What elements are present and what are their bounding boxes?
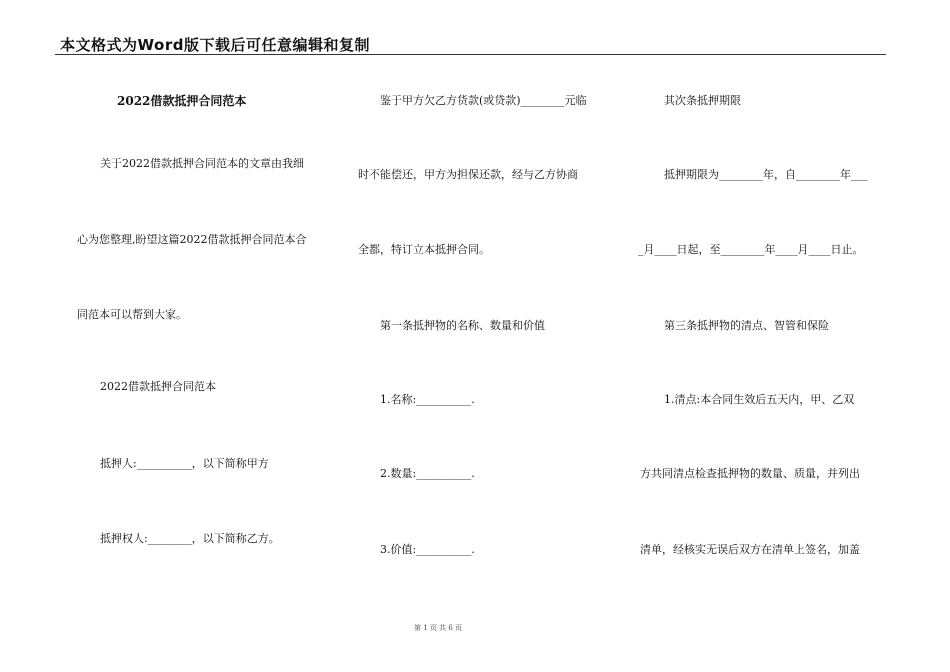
article-3-heading: 第三条抵押物的清点、智管和保险 (664, 319, 829, 332)
document-title: 2022借款抵押合同范本 (117, 94, 247, 108)
mortgagee-line: 抵押权人:________，以下简称乙方。 (100, 532, 280, 545)
intro-line-3: 同范本可以帮到大家。 (77, 308, 187, 321)
item-quantity-line: 2.数量:__________. (380, 467, 475, 480)
article-1-heading: 第一条抵押物的名称、数量和价值 (380, 319, 545, 332)
preamble-line-1: 鉴于甲方欠乙方货款(或贷款)________元临 (380, 94, 587, 107)
header-divider (55, 54, 886, 55)
intro-line-1: 关于2022借款抵押合同范本的文章由我细 (100, 157, 304, 170)
term-line-2: _月____日起，至________年____月____日止。 (638, 243, 864, 256)
inventory-line-2: 方共同清点检查抵押物的数量、质量，并列出 (640, 467, 860, 480)
mortgagor-line: 抵押人:__________，以下简称甲方 (100, 457, 269, 470)
preamble-line-2: 时不能偿还，甲方为担保还款，经与乙方协商 (358, 168, 578, 181)
item-value-line: 3.价值:__________. (380, 543, 475, 556)
article-2-heading: 其次条抵押期限 (664, 94, 741, 107)
inventory-line-3: 清单，经核实无误后双方在清单上签名，加盖 (640, 543, 860, 556)
intro-line-2: 心为您整理,盼望这篇2022借款抵押合同范本合 (77, 233, 307, 246)
header-banner: 本文格式为Word版下载后可任意编辑和复制 (60, 36, 370, 54)
item-name-line: 1.名称:__________. (380, 393, 475, 406)
preamble-line-3: 全都，特订立本抵押合同。 (358, 243, 490, 256)
contract-subtitle: 2022借款抵押合同范本 (100, 380, 216, 393)
term-line-1: 抵押期限为________年，自________年___ (664, 168, 868, 181)
page-number: 第 1 页 共 6 页 (414, 624, 463, 632)
inventory-line-1: 1.清点:本合同生效后五天内，甲、乙双 (664, 393, 855, 406)
